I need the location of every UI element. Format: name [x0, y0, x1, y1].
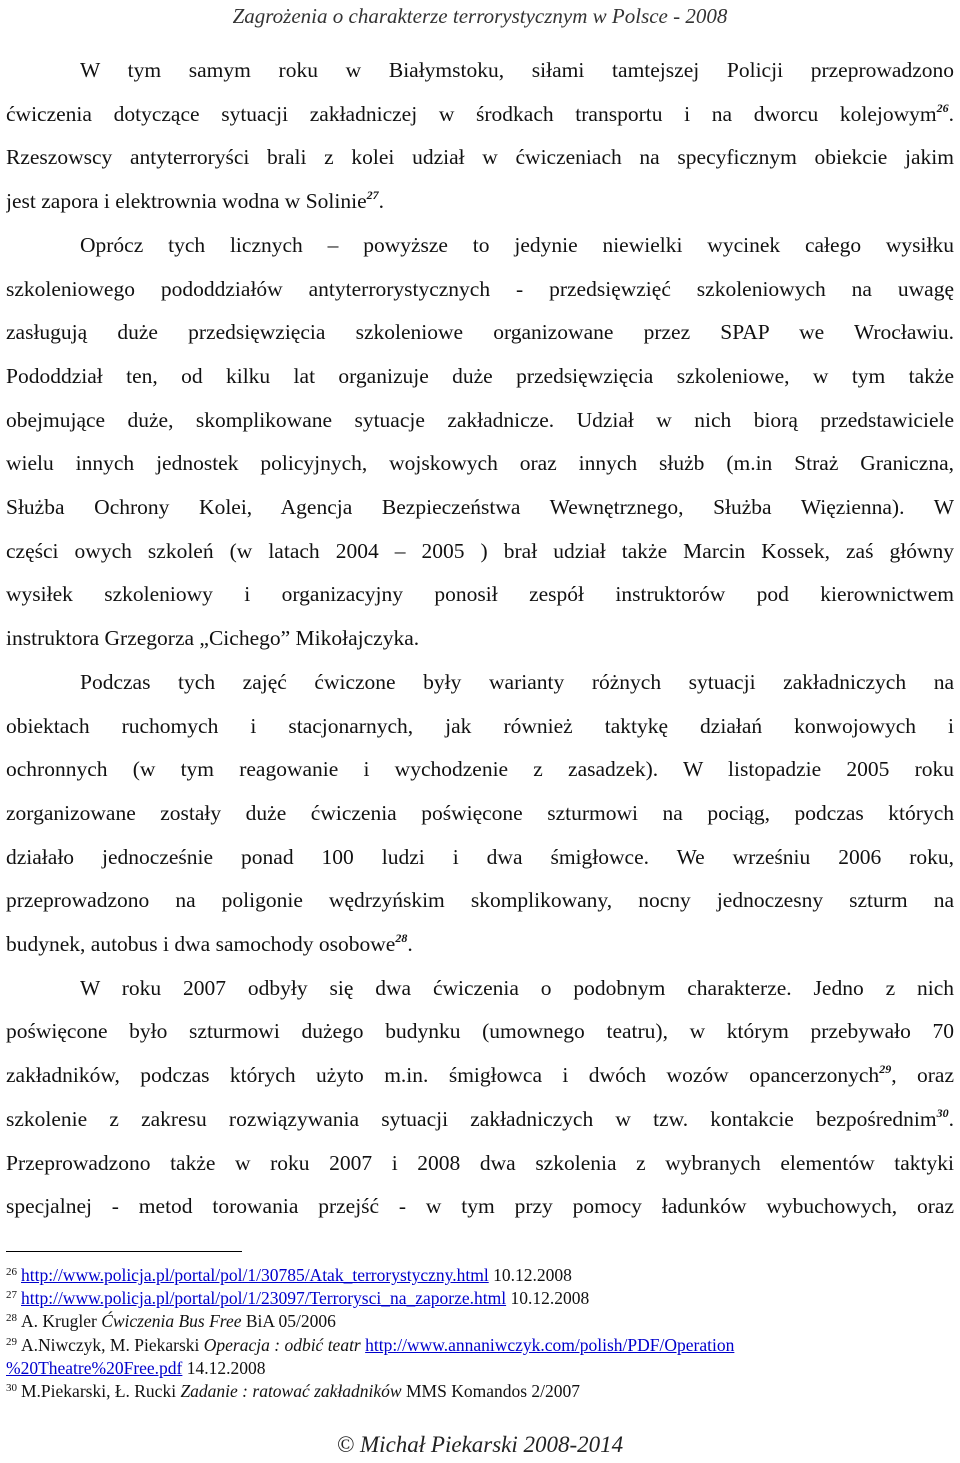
footnote-title: Zadanie : ratować zakładników — [180, 1381, 402, 1401]
body-line — [6, 531, 954, 571]
body-line-text: zakładników, podczas których użyto m.in. śmigłowca i dwóch wozów opancerzonych — [6, 1063, 880, 1088]
body-line — [6, 1055, 954, 1095]
body-line-text: wielu innych jednostek policyjnych, wojskowych oraz innych służb (m.in Straż Graniczna, — [6, 451, 954, 476]
body-line — [6, 1099, 954, 1139]
body-line-text: ochronnych (w tym reagowanie i wychodzenie z zasadzek). W listopadzie 2005 roku — [6, 757, 954, 782]
footnote-reference[interactable]: 28 — [395, 931, 408, 945]
body-line — [6, 749, 954, 789]
footnote-29 — [6, 1334, 734, 1356]
footnote-author: M.Piekarski, Ł. Rucki — [21, 1381, 181, 1401]
footnote-reference[interactable]: 30 — [936, 1105, 949, 1120]
body-line-text: Przeprowadzono także w roku 2007 i 2008 dwa szkolenia z wybranych elementów taktyki — [6, 1150, 954, 1175]
body-line — [6, 837, 954, 877]
body-line — [6, 793, 954, 833]
body-line — [80, 50, 954, 90]
body-line — [6, 706, 954, 746]
body-line — [6, 1186, 954, 1226]
body-line — [80, 968, 954, 1008]
footnote-link[interactable]: http://www.annaniwczyk.com/polish/PDF/Operation — [365, 1335, 735, 1355]
body-line — [6, 94, 954, 134]
footnote-number: 29 — [6, 1336, 17, 1348]
footnote-number: 28 — [6, 1312, 17, 1324]
body-line-text: Oprócz tych licznych – powyższe to jedynie niewielki wycinek całego wysiłku — [80, 232, 954, 257]
body-line-text: budynek, autobus i dwa samochody osobowe — [6, 932, 396, 956]
footnote-link[interactable]: http://www.policja.pl/portal/pol/1/30785/Atak_terrorystyczny.html — [21, 1265, 489, 1285]
body-line — [6, 880, 954, 920]
body-line-text: ćwiczenia dotyczące sytuacji zakładniczej w środkach transportu i na dworcu kolejowym — [6, 101, 937, 126]
body-line-text: W roku 2007 odbyły się dwa ćwiczenia o podobnym charakterze. Jedno z nich — [80, 975, 954, 1000]
body-line-text: przeprowadzono na poligonie wędrzyńskim skomplikowany, nocny jednoczesny szturm na — [6, 888, 954, 913]
footnote-author: A.Niwczyk, M. Piekarski — [21, 1335, 204, 1355]
footnote-30 — [6, 1380, 580, 1402]
body-line — [6, 618, 954, 658]
body-line-text: poświęcone było szturmowi dużego budynku (umownego teatru), w którym przebywało 70 — [6, 1019, 954, 1044]
body-line-text: Rzeszowscy antyterroryści brali z kolei udział w ćwiczeniach na specyficznym obiekcie jakim — [6, 145, 954, 170]
footnote-27 — [6, 1287, 589, 1309]
footnote-title: Operacja : odbić teatr — [203, 1335, 361, 1355]
body-line-text: działało jednocześnie ponad 100 ludzi i dwa śmigłowce. We wrześniu 2006 roku, — [6, 844, 954, 869]
body-line — [80, 662, 954, 702]
footnote-source: MMS Komandos 2/2007 — [401, 1381, 581, 1401]
body-line-text-tail: . — [378, 189, 384, 214]
footnote-date: 10.12.2008 — [488, 1265, 572, 1285]
body-line-text: W tym samym roku w Białymstoku, siłami tamtejszej Policji przeprowadzono — [80, 58, 954, 82]
body-line-text: zasługują duże przedsięwzięcia szkoleniowe organizowane przez SPAP we Wrocławiu. — [6, 320, 954, 345]
body-line — [6, 1143, 954, 1183]
body-line-text: części owych szkoleń (w latach 2004 – 2005 ) brał udział także Marcin Kossek, zaś główny — [6, 538, 954, 563]
body-line-text: obejmujące duże, skomplikowane sytuacje zakładnicze. Udział w nich biorą przedstawiciele — [6, 407, 954, 432]
footnote-author: A. Krugler — [21, 1311, 102, 1331]
footnote-29-cont — [6, 1357, 266, 1379]
footnote-reference[interactable]: 29 — [879, 1062, 892, 1077]
body-line-text: wysiłek szkoleniowy i organizacyjny ponosił zespół instruktorów pod kierownictwem — [6, 582, 954, 607]
footnote-source: BiA 05/2006 — [241, 1311, 336, 1331]
footnote-reference[interactable]: 26 — [936, 100, 949, 115]
body-line — [6, 924, 954, 964]
footnote-link-continued[interactable]: %20Theatre%20Free.pdf — [6, 1358, 183, 1378]
body-line — [6, 1011, 954, 1051]
footnote-number: 27 — [6, 1289, 17, 1301]
body-line-text: zorganizowane zostały duże ćwiczenia poświęcone szturmowi na pociąg, podczas których — [6, 800, 954, 825]
body-line-text-tail: . — [407, 932, 413, 956]
body-line-text-tail: , oraz — [891, 1063, 954, 1088]
body-line-text: szkoleniowego pododdziałów antyterrorystycznych - przedsięwzięć szkoleniowych na uwagę — [6, 276, 954, 301]
body-line-text: szkolenie z zakresu rozwiązywania sytuacji zakładniczych w tzw. kontakcie bezpośrednim — [6, 1106, 937, 1131]
body-line-text: Służba Ochrony Kolei, Agencja Bezpieczeństwa Wewnętrznego, Służba Więzienna). W — [6, 495, 954, 519]
footnote-number: 26 — [6, 1266, 17, 1278]
body-line — [6, 312, 954, 352]
footnote-28 — [6, 1310, 336, 1332]
body-line — [6, 487, 954, 527]
body-line-text: Podczas tych zajęć ćwiczone były warianty różnych sytuacji zakładniczych na — [80, 669, 954, 694]
body-line-text: Pododdział ten, od kilku lat organizuje duże przedsięwzięcia szkoleniowe, w tym także — [6, 363, 954, 388]
footnote-26 — [6, 1264, 572, 1286]
body-line — [6, 443, 954, 483]
footnote-date: 10.12.2008 — [506, 1288, 590, 1308]
footnote-number: 30 — [6, 1382, 17, 1394]
body-line-text: instruktora Grzegorza „Cichego” Mikołajczyka. — [6, 626, 420, 651]
body-line-text: specjalnej - metod torowania przejść - w tym przy pomocy ładunków wybuchowych, oraz — [6, 1194, 954, 1219]
body-line — [6, 400, 954, 440]
footnote-title: Ćwiczenia Bus Free — [101, 1311, 242, 1331]
body-line-text: obiektach ruchomych i stacjonarnych, jak również taktykę działań konwojowych i — [6, 713, 954, 738]
page-header-title: Zagrożenia o charakterze terrorystycznym w Polsce - 2008 — [232, 4, 728, 28]
body-line-text: jest zapora i elektrownia wodna w Solinie — [6, 189, 367, 214]
body-line — [80, 225, 954, 265]
footnote-date: 14.12.2008 — [182, 1358, 266, 1378]
body-line — [6, 137, 954, 177]
footnote-link[interactable]: http://www.policja.pl/portal/pol/1/23097/Terrorysci_na_zaporze.html — [21, 1288, 507, 1308]
body-line — [6, 269, 954, 309]
body-line-text-tail: . — [948, 1106, 954, 1131]
body-line-text-tail: . — [948, 101, 954, 126]
body-line — [6, 356, 954, 396]
body-line — [6, 181, 954, 221]
footnote-separator — [6, 1251, 242, 1252]
body-line — [6, 574, 954, 614]
footnote-reference[interactable]: 27 — [366, 188, 379, 203]
page-footer-copyright: © Michał Piekarski 2008-2014 — [336, 1432, 624, 1457]
